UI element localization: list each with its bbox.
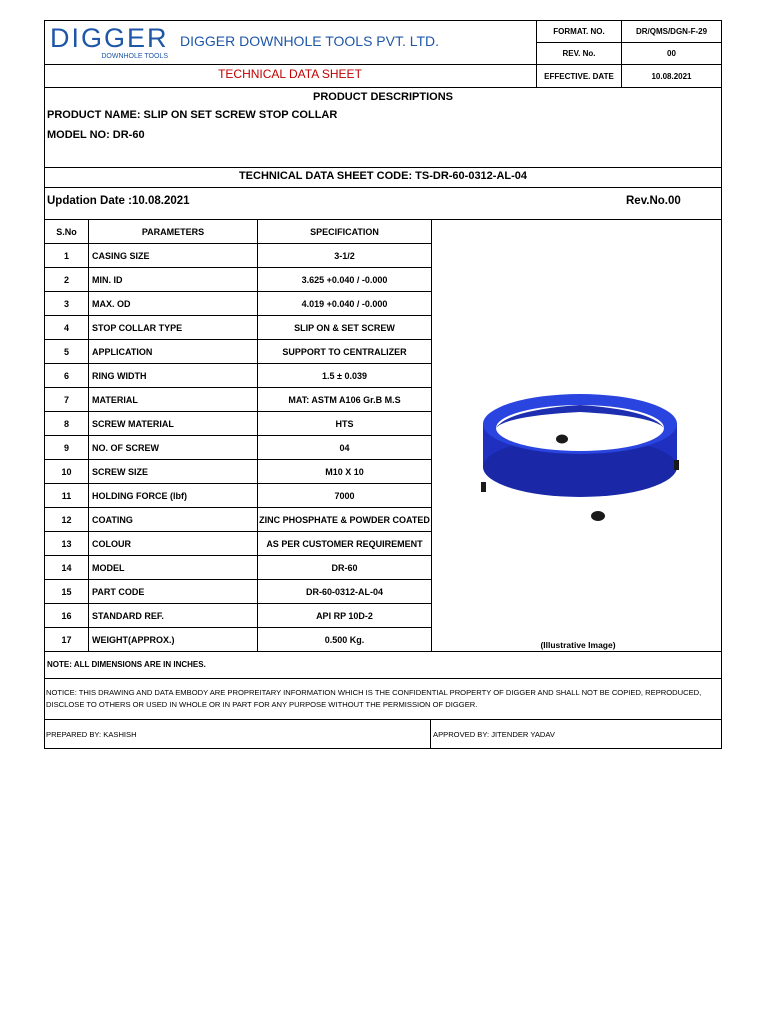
table-cell-sno: 12 [44,507,89,532]
table-cell-param: MIN. ID [88,267,258,292]
table-cell-param: HOLDING FORCE (lbf) [88,483,258,508]
prepared-by: PREPARED BY: KASHISH [46,730,137,739]
table-cell-param: SCREW SIZE [88,459,258,484]
set-screw-icon [591,511,605,521]
set-screw-icon [556,435,568,444]
table-cell-spec: DR-60-0312-AL-04 [257,579,432,604]
table-cell-spec: SUPPORT TO CENTRALIZER [257,339,432,364]
effective-date-label: EFFECTIVE. DATE [536,64,622,88]
signature-row [44,719,722,749]
rev-no-label: REV. No. [536,42,622,65]
table-cell-sno: 2 [44,267,89,292]
table-cell-spec: 0.500 Kg. [257,627,432,652]
table-cell-sno: 3 [44,291,89,316]
table-cell-sno: 4 [44,315,89,340]
table-cell-param: COATING [88,507,258,532]
stop-collar-illustration [478,390,688,530]
logo-subtitle: DOWNHOLE TOOLS [101,53,168,60]
tds-code: TECHNICAL DATA SHEET CODE: TS-DR-60-0312-AL-04 [238,170,528,182]
table-cell-sno: 16 [44,603,89,628]
table-cell-param: RING WIDTH [88,363,258,388]
table-cell-param: MATERIAL [88,387,258,412]
approved-by: APPROVED BY: JITENDER YADAV [433,730,555,739]
table-cell-param: PART CODE [88,579,258,604]
image-caption: (Illustrative Image) [540,640,616,650]
model-no: MODEL NO: DR-60 [47,129,145,141]
table-cell-spec: 04 [257,435,432,460]
table-cell-param: WEIGHT(APPROX.) [88,627,258,652]
table-cell-sno: 9 [44,435,89,460]
table-cell-spec: MAT: ASTM A106 Gr.B M.S [257,387,432,412]
doc-title: TECHNICAL DATA SHEET [218,67,362,81]
table-cell-param: CASING SIZE [88,243,258,268]
effective-date-value: 10.08.2021 [621,64,722,88]
company-name: DIGGER DOWNHOLE TOOLS PVT. LTD. [180,33,440,49]
table-cell-sno: 11 [44,483,89,508]
product-section-title: PRODUCT DESCRIPTIONS [313,91,453,103]
dimension-note: NOTE: ALL DIMENSIONS ARE IN INCHES. [47,660,206,669]
table-cell-spec: DR-60 [257,555,432,580]
table-cell-sno: 17 [44,627,89,652]
table-cell-spec: 1.5 ± 0.039 [257,363,432,388]
table-cell-spec: SLIP ON & SET SCREW [257,315,432,340]
table-cell-spec: AS PER CUSTOMER REQUIREMENT [257,531,432,556]
set-screw-icon [674,460,679,470]
updation-date: Updation Date :10.08.2021 [47,195,190,207]
table-cell-spec: API RP 10D-2 [257,603,432,628]
format-no-value: DR/QMS/DGN-F-29 [621,20,722,43]
product-image [478,390,688,530]
table-cell-sno: 1 [44,243,89,268]
table-cell-sno: 14 [44,555,89,580]
rev-number: Rev.No.00 [626,195,681,207]
table-cell-spec: M10 X 10 [257,459,432,484]
table-header-sno: S.No [44,219,89,244]
table-cell-param: MODEL [88,555,258,580]
table-cell-param: APPLICATION [88,339,258,364]
company-logo [50,23,174,61]
table-cell-param: STOP COLLAR TYPE [88,315,258,340]
table-header-parameters: PARAMETERS [88,219,258,244]
table-cell-sno: 15 [44,579,89,604]
table-cell-param: NO. OF SCREW [88,435,258,460]
table-cell-param: COLOUR [88,531,258,556]
table-cell-spec: 4.019 +0.040 / -0.000 [257,291,432,316]
table-header-specification: SPECIFICATION [257,219,432,244]
table-cell-spec: 7000 [257,483,432,508]
format-no-label: FORMAT. NO. [536,20,622,43]
table-cell-spec: HTS [257,411,432,436]
table-cell-sno: 10 [44,459,89,484]
table-cell-spec: 3-1/2 [257,243,432,268]
table-cell-sno: 5 [44,339,89,364]
table-cell-spec: 3.625 +0.040 / -0.000 [257,267,432,292]
table-cell-sno: 7 [44,387,89,412]
rev-no-value: 00 [621,42,722,65]
table-cell-param: SCREW MATERIAL [88,411,258,436]
set-screw-icon [481,482,486,492]
table-cell-sno: 8 [44,411,89,436]
table-cell-sno: 13 [44,531,89,556]
table-cell-sno: 6 [44,363,89,388]
logo-wordmark: DIGGER [50,23,169,53]
table-cell-param: MAX. OD [88,291,258,316]
table-cell-param: STANDARD REF. [88,603,258,628]
table-cell-spec: ZINC PHOSPHATE & POWDER COATED [257,507,432,532]
confidentiality-notice: NOTICE: THIS DRAWING AND DATA EMBODY ARE PROPREITARY INFORMATION WHICH IS THE CONFIDENTIAL PROPERTY OF DIGGER AND SHALL NOT BE COPIED, REPRODUCED, DISCLOSE TO OTHERS OR USED IN WHOLE OR IN PART FOR ANY PURPOSE WITHOUT THE PERMISSION OF DIGGER. [46,688,702,709]
product-name: PRODUCT NAME: SLIP ON SET SCREW STOP COLLAR [47,109,338,121]
